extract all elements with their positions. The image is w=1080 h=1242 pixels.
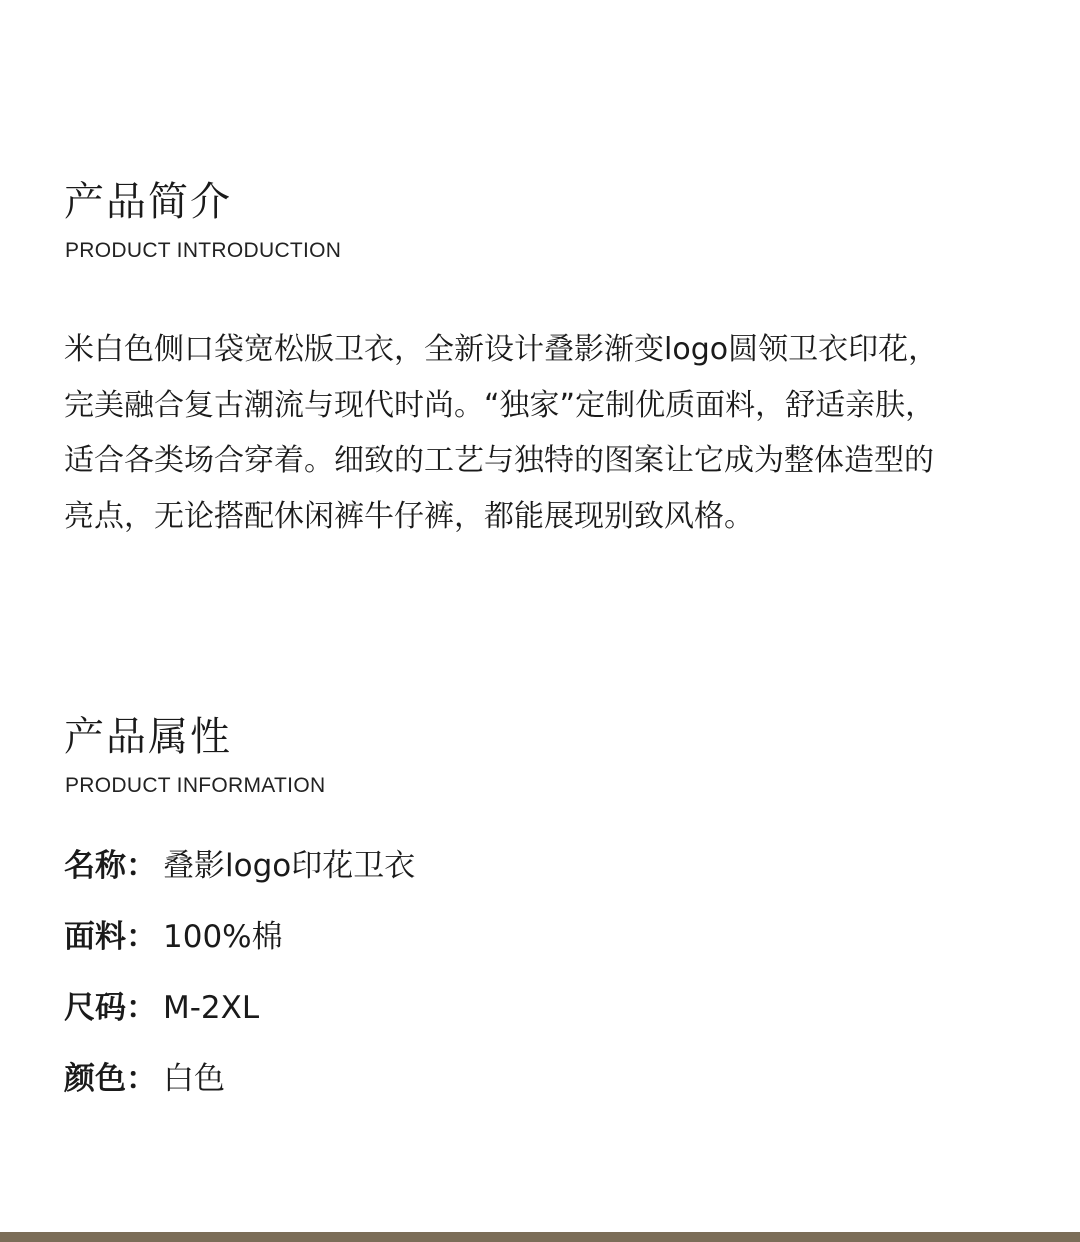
info-section-title: 产品属性	[64, 714, 232, 760]
attribute-key: 颜色	[64, 1061, 126, 1097]
intro-line: 完美融合复古潮流与现代时尚。“独家”定制优质面料，舒适亲肤，	[64, 387, 936, 423]
attribute-list	[64, 838, 415, 1122]
bottom-image-edge	[0, 1232, 1080, 1242]
attribute-separator: ：	[126, 919, 157, 955]
intro-section-subtitle: PRODUCT INTRODUCTION	[65, 239, 342, 262]
attribute-key: 面料	[64, 919, 126, 955]
attribute-row-fabric	[64, 909, 415, 980]
attribute-separator: ：	[126, 1061, 157, 1097]
intro-line: 亮点，无论搭配休闲裤牛仔裤，都能展现别致风格。	[64, 498, 754, 534]
attribute-value: 叠影logo印花卫衣	[163, 848, 416, 884]
attribute-key: 尺码	[64, 990, 126, 1026]
info-section-subtitle: PRODUCT INFORMATION	[65, 774, 326, 797]
attribute-value: M-2XL	[163, 990, 260, 1026]
attribute-row-name	[64, 838, 415, 909]
attribute-separator: ：	[126, 848, 157, 884]
attribute-value: 100%棉	[163, 919, 283, 955]
intro-section-title: 产品简介	[64, 179, 232, 225]
attribute-row-size	[64, 980, 415, 1051]
attribute-value: 白色	[163, 1061, 225, 1097]
intro-paragraph	[64, 322, 1024, 544]
attribute-key: 名称	[64, 848, 126, 884]
intro-line: 米白色侧口袋宽松版卫衣，全新设计叠影渐变logo圆领卫衣印花，	[64, 332, 939, 367]
intro-line: 适合各类场合穿着。细致的工艺与独特的图案让它成为整体造型的	[64, 443, 934, 478]
attribute-row-color	[64, 1051, 415, 1122]
attribute-separator: ：	[126, 990, 157, 1026]
